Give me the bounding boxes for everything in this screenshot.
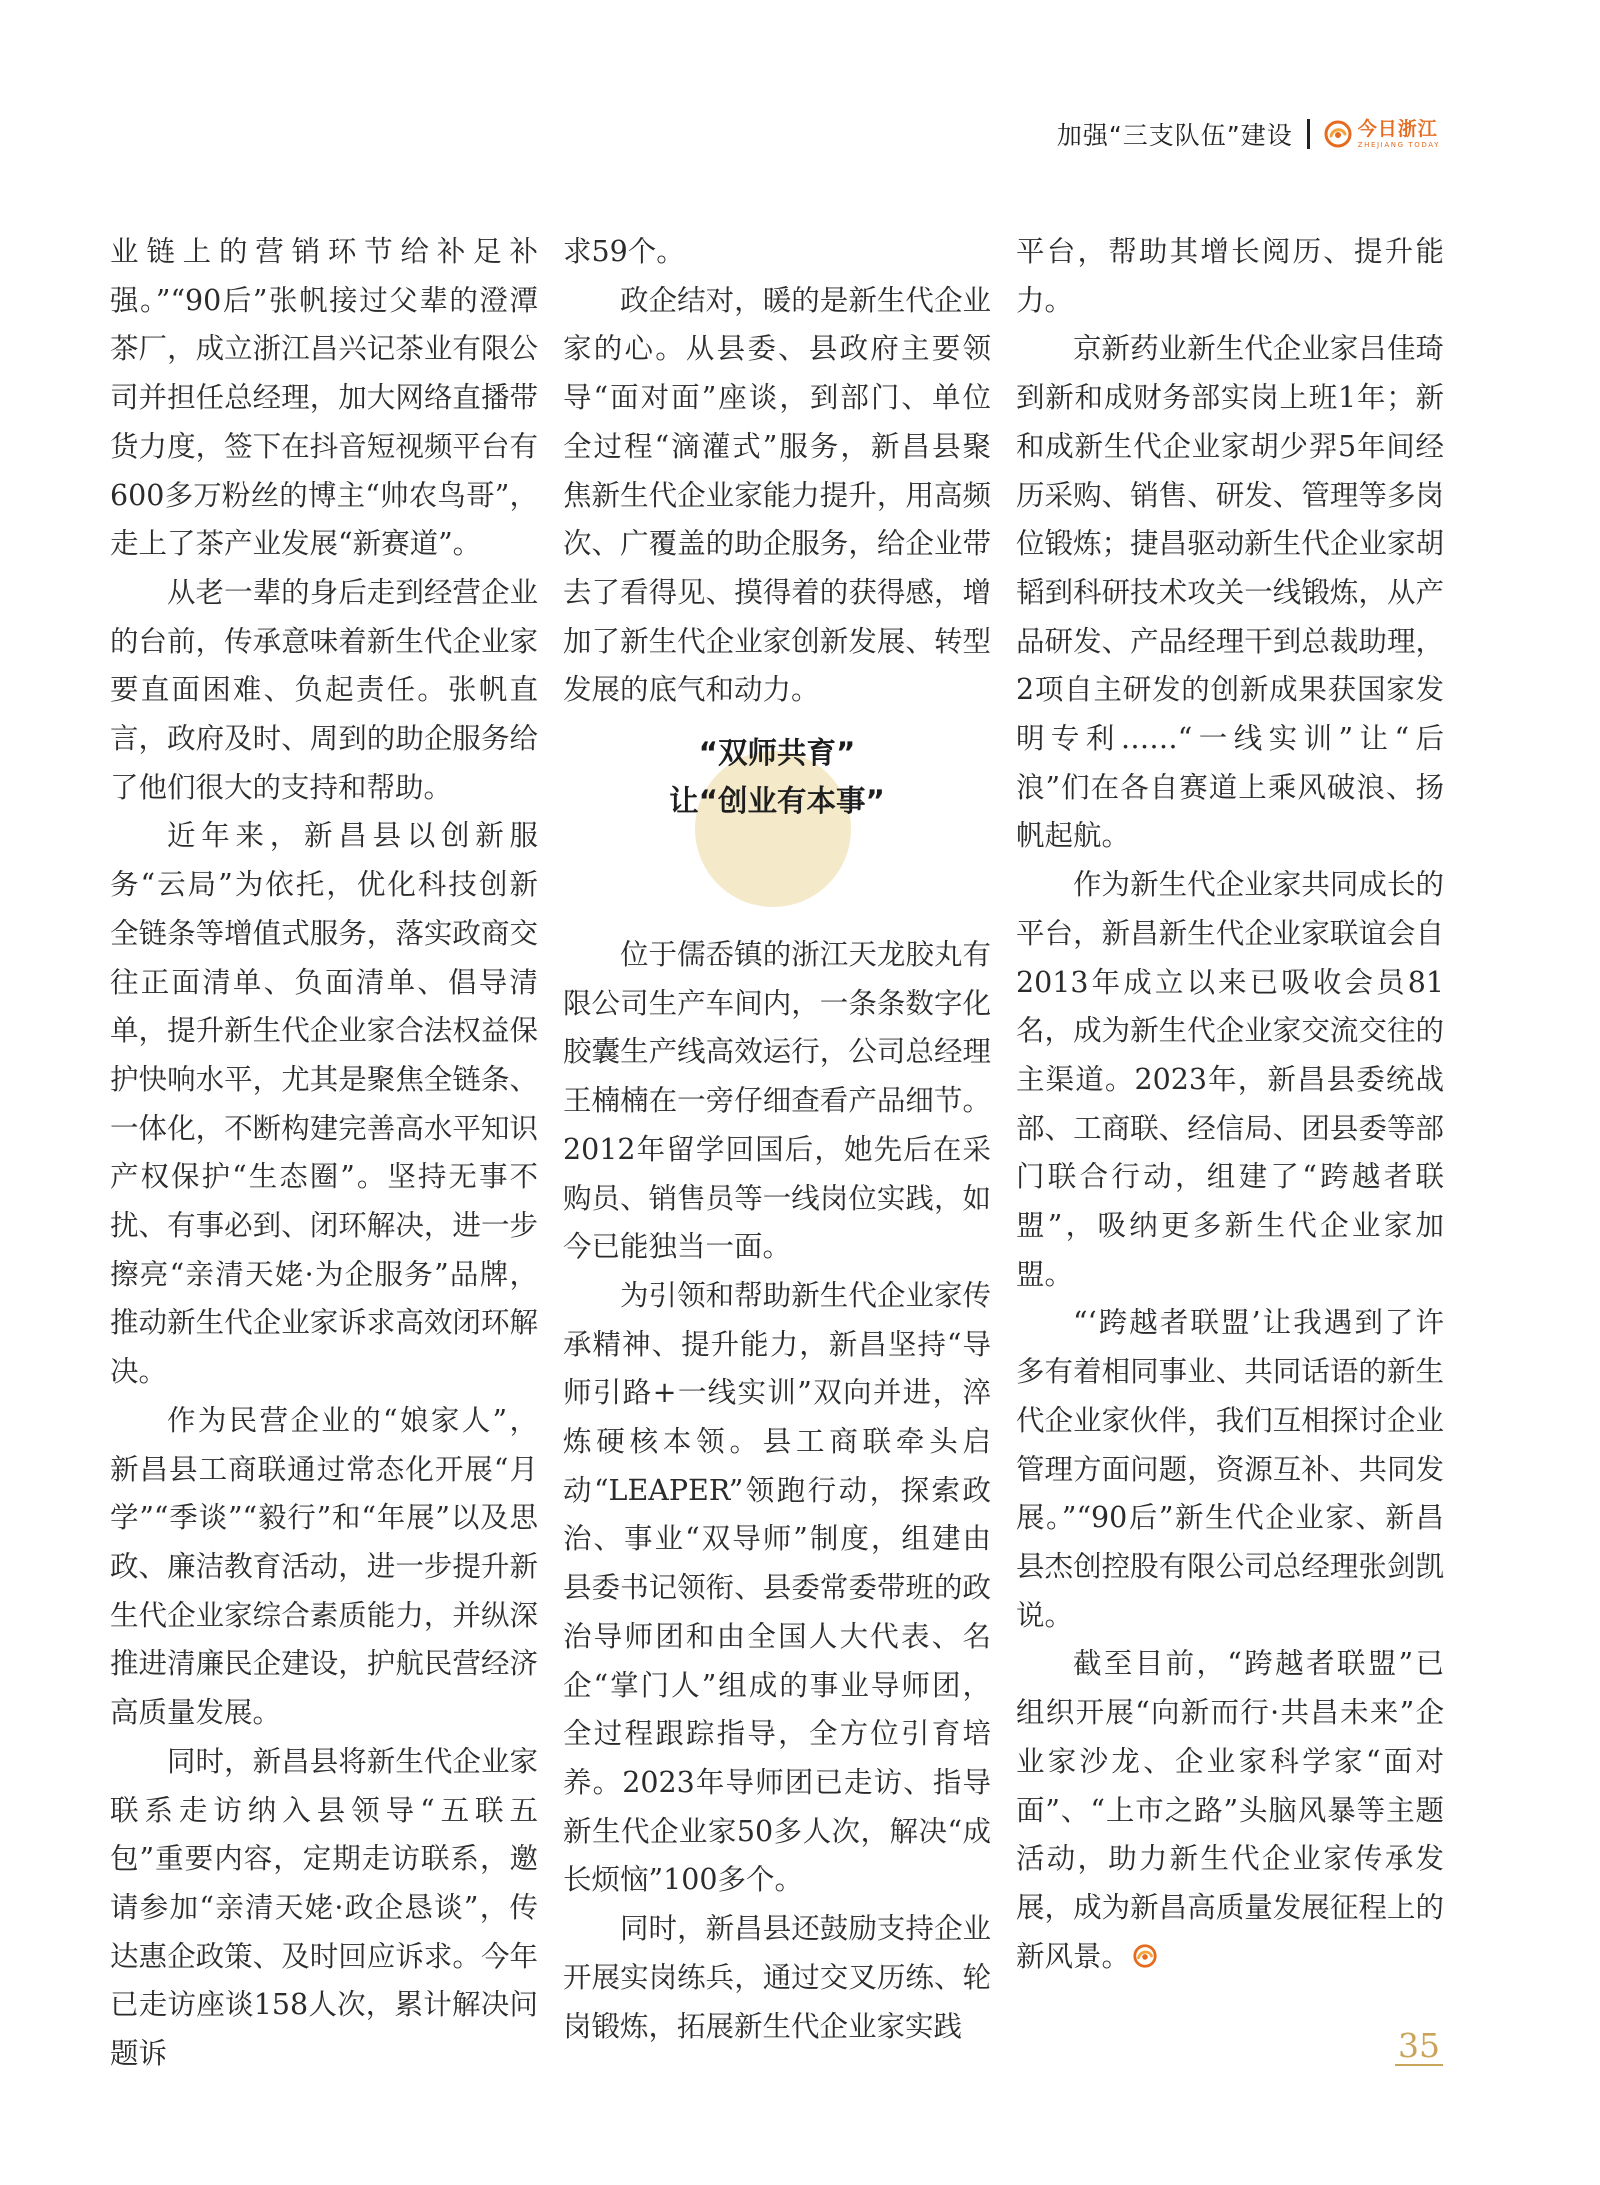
text-column-2	[563, 228, 991, 2051]
page-header	[1057, 116, 1440, 152]
paragraph: 平台，帮助其增长阅历、提升能力。	[1016, 235, 1444, 317]
paragraph: 作为民营企业的“娘家人”，新昌县工商联通过常态化开展“月学”“季谈”“毅行”和“年展”以及思政、廉洁教育活动，进一步提升新生代企业家综合素质能力，并纵深推进清廉民企建设，护航民营经济高质量发展。	[110, 1403, 538, 1730]
paragraph: 同时，新昌县将新生代企业家联系走访纳入县领导“五联五包”重要内容，定期走访联系，邀请参加“亲清天姥·政企恳谈”，传达惠企政策、及时回应诉求。今年已走访座谈158人次，累计解决问题诉	[110, 1744, 538, 2071]
paragraph-text: 截至目前，“跨越者联盟”已组织开展“向新而行·共昌未来”企业家沙龙、企业家科学家“面对面”、“上市之路”头脑风暴等主题活动，助力新生代企业家传承发展，成为新昌高质量发展征程上的新风景。	[1016, 1647, 1444, 1973]
paragraph: 业链上的营销环节给补足补强。”“90后”张帆接过父辈的澄潭茶厂，成立浙江昌兴记茶业有限公司并担任总经理，加大网络直播带货力度，签下在抖音短视频平台有600多万粉丝的博主“帅农鸟哥”，走上了茶产业发展“新赛道”。	[110, 235, 538, 561]
text-column-3	[1016, 228, 1444, 1981]
header-title: 加强“三支队伍”建设	[1056, 121, 1293, 150]
paragraph: 同时，新昌县还鼓励支持企业开展实岗练兵，通过交叉历练、轮岗锻炼，拓展新生代企业家实践	[563, 1912, 991, 2043]
paragraph: “‘跨越者联盟’让我遇到了许多有着相同事业、共同话语的新生代企业家伙伴，我们互相探讨企业管理方面问题，资源互补、共同发展。”“90后”新生代企业家、新昌县杰创控股有限公司总经理张剑凯说。	[1016, 1306, 1444, 1632]
paragraph: 从老一辈的身后走到经营企业的台前，传承意味着新生代企业家要直面困难、负起责任。张帆直言，政府及时、周到的助企服务给了他们很大的支持和帮助。	[110, 575, 538, 804]
header-divider	[1307, 119, 1310, 149]
section-heading	[563, 729, 991, 889]
logo-wordmark: 今日浙江	[1357, 117, 1438, 140]
paragraph: 近年来，新昌县以创新服务“云局”为依托，优化科技创新全链条等增值式服务，落实政商交往正面清单、负面清单、倡导清单，提升新生代企业家合法权益保护快响水平，尤其是聚焦全链条、一体化，不断构建完善高水平知识产权保护“生态圈”。坚持无事不扰、有事必到、闭环解决，进一步擦亮“亲清天姥·为企服务”品牌，推动新生代企业家诉求高效闭环解决。	[110, 819, 538, 1389]
page-number: 35	[1395, 2028, 1443, 2066]
text-column-1	[110, 228, 538, 2079]
paragraph-last	[1016, 1640, 1444, 1981]
paragraph: 政企结对，暖的是新生代企业家的心。从县委、县政府主要领导“面对面”座谈，到部门、单位全过程“滴灌式”服务，新昌县聚焦新生代企业家能力提升，用高频次、广覆盖的助企服务，给企业带去了看得见、摸得着的获得感，增加了新生代企业家创新发展、转型发展的底气和动力。	[563, 283, 991, 707]
paragraph: 作为新生代企业家共同成长的平台，新昌新生代企业家联谊会自2013年成立以来已吸收会员81名，成为新生代企业家交流交往的主渠道。2023年，新昌县委统战部、工商联、经信局、团县委等部门联合行动，组建了“跨越者联盟”，吸纳更多新生代企业家加盟。	[1016, 868, 1444, 1291]
heading-line-1: “双师共育”	[698, 736, 856, 771]
logo-english: ZHEJIANG TODAY	[1357, 140, 1440, 149]
paragraph: 求59个。	[563, 235, 685, 268]
paragraph: 为引领和帮助新生代企业家传承精神、提升能力，新昌坚持“导师引路+一线实训”双向并进，淬炼硬核本领。县工商联牵头启动“LEAPER”领跑行动，探索政治、事业“双导师”制度，组建由县委书记领衔、县委常委带班的政治导师团和由全国人大代表、名企“掌门人”组成的事业导师团，全过程跟踪指导，全方位引育培养。2023年导师团已走访、指导新生代企业家50多人次，解决“成长烦恼”100多个。	[563, 1278, 991, 1897]
magazine-logo	[1324, 117, 1440, 149]
paragraph: 京新药业新生代企业家吕佳琦到新和成财务部实岗上班1年；新和成新生代企业家胡少羿5年间经历采购、销售、研发、管理等多岗位锻炼；捷昌驱动新生代企业家胡韬到科研技术攻关一线锻炼，从产品研发、产品经理干到总裁助理，2项自主研发的创新成果获国家发明专利……“一线实训”让“后浪”们在各自赛道上乘风破浪、扬帆起航。	[1016, 332, 1444, 853]
heading-line-2: 让“创业有本事”	[669, 784, 885, 819]
end-mark-icon	[1132, 1943, 1158, 1969]
swirl-logo-icon	[1324, 120, 1352, 148]
paragraph: 位于儒岙镇的浙江天龙胶丸有限公司生产车间内，一条条数字化胶囊生产线高效运行，公司总经理王楠楠在一旁仔细查看产品细节。2012年留学回国后，她先后在采购员、销售员等一线岗位实践，如今已能独当一面。	[563, 938, 991, 1264]
